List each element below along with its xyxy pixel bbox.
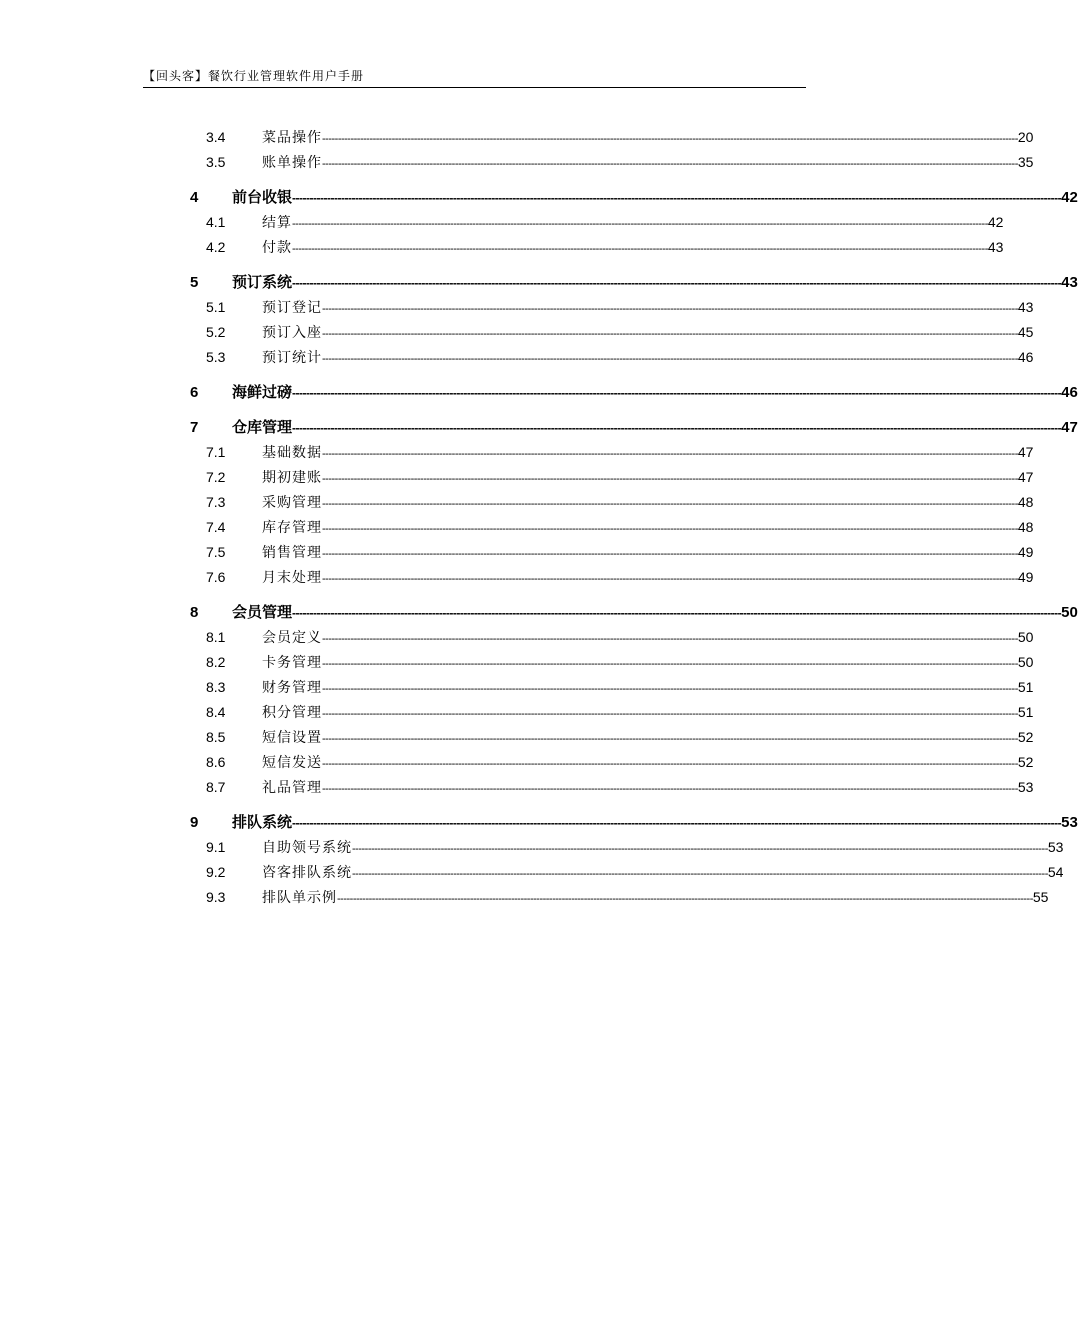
toc-entry-page: 55: [1032, 889, 1049, 905]
toc-entry-page: 42: [987, 214, 1004, 230]
toc-leader-dashes: ----------------------------------------------------------------------------------------------------------------------------------------------------------------------------------------------------------------------------: [292, 218, 988, 230]
toc-entry-number: 4.2: [206, 239, 226, 255]
toc-section-entry[interactable]: [186, 650, 1034, 675]
toc-entry-page: 43: [1017, 299, 1034, 315]
toc-entry-title: 排队单示例: [262, 890, 337, 906]
toc-entry-title: 库存管理: [262, 520, 322, 536]
toc-section-entry[interactable]: [186, 515, 1034, 540]
toc-entry-page: 42: [1061, 189, 1078, 206]
toc-leader-dashes: ----------------------------------------------------------------------------------------------------------------------------------------------------------------------------------------------------------------------------: [322, 683, 1018, 695]
toc-entry-title: 期初建账: [262, 470, 322, 486]
toc-entry-number: 7.1: [206, 444, 226, 460]
table-of-contents: [186, 125, 1078, 910]
toc-entry-page: 35: [1017, 154, 1034, 170]
toc-leader-dashes: ----------------------------------------------------------------------------------------------------------------------------------------------------------------------------------------------------------------------------: [322, 133, 1018, 145]
toc-leader-dashes: ----------------------------------------------------------------------------------------------------------------------------------------------------------------------------------------------------------------------------: [322, 783, 1018, 795]
toc-entry-title: 付款: [262, 240, 292, 256]
toc-leader-dashes: ----------------------------------------------------------------------------------------------------------------------------------------------------------------------------------------------------------------------------: [292, 243, 988, 255]
toc-entry-page: 50: [1017, 654, 1034, 670]
toc-entry-title: 菜品操作: [262, 130, 322, 146]
toc-leader-dashes: ----------------------------------------------------------------------------------------------------------------------------------------------------------------------------------------------------------------------------: [322, 548, 1018, 560]
toc-section-entry[interactable]: [186, 465, 1034, 490]
toc-leader-dashes: ----------------------------------------------------------------------------------------------------------------------------------------------------------------------------------------------------------------------------: [322, 158, 1018, 170]
toc-section-entry[interactable]: [186, 625, 1034, 650]
toc-entry-title: 卡务管理: [262, 655, 322, 671]
toc-entry-number: 7.3: [206, 494, 226, 510]
toc-section-entry[interactable]: [186, 835, 1064, 860]
toc-leader-dashes: ----------------------------------------------------------------------------------------------------------------------------------------------------------------------------------------------------------------------------: [322, 633, 1018, 645]
toc-entry-number: 4: [190, 189, 199, 206]
toc-leader-dashes: ----------------------------------------------------------------------------------------------------------------------------------------------------------------------------------------------------------------------------: [322, 448, 1018, 460]
toc-section-entry[interactable]: [186, 750, 1034, 775]
toc-entry-page: 48: [1017, 519, 1034, 535]
toc-entry-title: 排队系统: [232, 813, 293, 831]
toc-entry-title: 预订入座: [262, 325, 322, 341]
toc-section-entry[interactable]: [186, 860, 1064, 885]
toc-entry-title: 采购管理: [262, 495, 322, 511]
toc-leader-dashes: ----------------------------------------------------------------------------------------------------------------------------------------------------------------------------------------------------------------------------: [322, 523, 1018, 535]
toc-entry-title: 短信设置: [262, 730, 322, 746]
toc-entry-page: 43: [1061, 274, 1078, 291]
toc-section-entry[interactable]: [186, 125, 1034, 150]
toc-entry-page: 46: [1017, 349, 1034, 365]
toc-section-entry[interactable]: [186, 700, 1034, 725]
toc-section-entry[interactable]: [186, 565, 1034, 590]
toc-section-entry[interactable]: [186, 345, 1034, 370]
toc-entry-page: 52: [1017, 729, 1034, 745]
toc-entry-number: 8.2: [206, 654, 226, 670]
toc-leader-dashes: ----------------------------------------------------------------------------------------------------------------------------------------------------------------------------------------------------------------------------: [292, 606, 1062, 620]
toc-entry-page: 47: [1017, 469, 1034, 485]
toc-entry-page: 47: [1061, 419, 1078, 436]
toc-entry-number: 8.4: [206, 704, 226, 720]
toc-leader-dashes: ----------------------------------------------------------------------------------------------------------------------------------------------------------------------------------------------------------------------------: [322, 733, 1018, 745]
toc-entry-title: 礼品管理: [262, 780, 322, 796]
toc-leader-dashes: ----------------------------------------------------------------------------------------------------------------------------------------------------------------------------------------------------------------------------: [352, 843, 1048, 855]
toc-chapter-entry[interactable]: [186, 184, 1078, 210]
toc-section-entry[interactable]: [186, 540, 1034, 565]
toc-entry-title: 仓库管理: [232, 418, 293, 436]
toc-leader-dashes: ----------------------------------------------------------------------------------------------------------------------------------------------------------------------------------------------------------------------------: [322, 303, 1018, 315]
toc-entry-page: 54: [1047, 864, 1064, 880]
toc-leader-dashes: ----------------------------------------------------------------------------------------------------------------------------------------------------------------------------------------------------------------------------: [322, 498, 1018, 510]
toc-section-entry[interactable]: [186, 150, 1034, 175]
toc-entry-page: 20: [1017, 129, 1034, 145]
toc-entry-title: 账单操作: [262, 155, 322, 171]
toc-entry-title: 会员管理: [232, 603, 293, 621]
toc-entry-number: 7: [190, 419, 199, 436]
toc-leader-dashes: ----------------------------------------------------------------------------------------------------------------------------------------------------------------------------------------------------------------------------: [292, 421, 1062, 435]
toc-chapter-entry[interactable]: [186, 269, 1078, 295]
toc-entry-page: 47: [1017, 444, 1034, 460]
toc-entry-page: 51: [1017, 679, 1034, 695]
toc-entry-number: 7.2: [206, 469, 226, 485]
toc-section-entry[interactable]: [186, 295, 1034, 320]
toc-entry-title: 前台收银: [232, 188, 293, 206]
toc-leader-dashes: ----------------------------------------------------------------------------------------------------------------------------------------------------------------------------------------------------------------------------: [322, 758, 1018, 770]
toc-section-entry[interactable]: [186, 675, 1034, 700]
toc-entry-page: 50: [1017, 629, 1034, 645]
toc-entry-title: 积分管理: [262, 705, 322, 721]
toc-entry-number: 6: [190, 384, 199, 401]
toc-entry-title: 财务管理: [262, 680, 322, 696]
toc-chapter-entry[interactable]: [186, 809, 1078, 835]
toc-section-entry[interactable]: [186, 490, 1034, 515]
toc-entry-number: 7.5: [206, 544, 226, 560]
toc-entry-number: 7.4: [206, 519, 226, 535]
toc-entry-page: 53: [1061, 814, 1078, 831]
toc-entry-title: 结算: [262, 215, 292, 231]
toc-entry-title: 自助领号系统: [262, 840, 352, 856]
toc-leader-dashes: ----------------------------------------------------------------------------------------------------------------------------------------------------------------------------------------------------------------------------: [292, 191, 1062, 205]
toc-chapter-entry[interactable]: [186, 379, 1078, 405]
toc-entry-number: 9.1: [206, 839, 226, 855]
toc-entry-number: 8.7: [206, 779, 226, 795]
toc-entry-number: 8.3: [206, 679, 226, 695]
toc-leader-dashes: ----------------------------------------------------------------------------------------------------------------------------------------------------------------------------------------------------------------------------: [322, 573, 1018, 585]
toc-entry-number: 8.6: [206, 754, 226, 770]
toc-entry-number: 9.3: [206, 889, 226, 905]
toc-leader-dashes: ----------------------------------------------------------------------------------------------------------------------------------------------------------------------------------------------------------------------------: [322, 353, 1018, 365]
toc-leader-dashes: ----------------------------------------------------------------------------------------------------------------------------------------------------------------------------------------------------------------------------: [292, 276, 1062, 290]
toc-entry-number: 5.2: [206, 324, 226, 340]
toc-leader-dashes: ----------------------------------------------------------------------------------------------------------------------------------------------------------------------------------------------------------------------------: [292, 816, 1062, 830]
toc-entry-title: 海鲜过磅: [232, 383, 293, 401]
toc-entry-number: 3.5: [206, 154, 226, 170]
toc-leader-dashes: ----------------------------------------------------------------------------------------------------------------------------------------------------------------------------------------------------------------------------: [337, 893, 1033, 905]
toc-entry-title: 月末处理: [262, 570, 322, 586]
toc-entry-number: 5.3: [206, 349, 226, 365]
toc-entry-page: 46: [1061, 384, 1078, 401]
toc-section-entry[interactable]: [186, 440, 1034, 465]
toc-entry-title: 咨客排队系统: [262, 865, 352, 881]
toc-entry-number: 9.2: [206, 864, 226, 880]
toc-entry-title: 短信发送: [262, 755, 322, 771]
toc-leader-dashes: ----------------------------------------------------------------------------------------------------------------------------------------------------------------------------------------------------------------------------: [322, 658, 1018, 670]
toc-entry-page: 48: [1017, 494, 1034, 510]
toc-entry-page: 51: [1017, 704, 1034, 720]
toc-entry-page: 49: [1017, 544, 1034, 560]
header-title: 【回头客】餐饮行业管理软件用户手册: [143, 69, 365, 83]
toc-leader-dashes: ----------------------------------------------------------------------------------------------------------------------------------------------------------------------------------------------------------------------------: [322, 708, 1018, 720]
toc-entry-number: 9: [190, 814, 199, 831]
toc-section-entry[interactable]: [186, 725, 1034, 750]
toc-entry-page: 45: [1017, 324, 1034, 340]
toc-section-entry[interactable]: [186, 235, 1004, 260]
toc-section-entry[interactable]: [186, 775, 1034, 800]
toc-entry-title: 基础数据: [262, 445, 322, 461]
toc-entry-page: 43: [987, 239, 1004, 255]
toc-entry-title: 预订系统: [232, 273, 293, 291]
toc-entry-page: 53: [1017, 779, 1034, 795]
toc-section-entry[interactable]: [186, 210, 1004, 235]
toc-entry-number: 7.6: [206, 569, 226, 585]
toc-chapter-entry[interactable]: [186, 414, 1078, 440]
toc-leader-dashes: ----------------------------------------------------------------------------------------------------------------------------------------------------------------------------------------------------------------------------: [352, 868, 1048, 880]
toc-leader-dashes: ----------------------------------------------------------------------------------------------------------------------------------------------------------------------------------------------------------------------------: [292, 386, 1062, 400]
toc-section-entry[interactable]: [186, 885, 1049, 910]
toc-entry-number: 8: [190, 604, 199, 621]
toc-entry-title: 预订统计: [262, 350, 322, 366]
toc-leader-dashes: ----------------------------------------------------------------------------------------------------------------------------------------------------------------------------------------------------------------------------: [322, 473, 1018, 485]
toc-entry-number: 8.5: [206, 729, 226, 745]
toc-leader-dashes: ----------------------------------------------------------------------------------------------------------------------------------------------------------------------------------------------------------------------------: [322, 328, 1018, 340]
toc-entry-page: 50: [1061, 604, 1078, 621]
toc-entry-page: 49: [1017, 569, 1034, 585]
page-header: [143, 67, 806, 88]
toc-entry-number: 8.1: [206, 629, 226, 645]
toc-entry-number: 5.1: [206, 299, 226, 315]
toc-chapter-entry[interactable]: [186, 599, 1078, 625]
toc-entry-title: 会员定义: [262, 630, 322, 646]
toc-entry-title: 销售管理: [262, 545, 322, 561]
toc-entry-page: 52: [1017, 754, 1034, 770]
toc-entry-number: 4.1: [206, 214, 226, 230]
toc-entry-title: 预订登记: [262, 300, 322, 316]
toc-entry-number: 5: [190, 274, 199, 291]
toc-entry-page: 53: [1047, 839, 1064, 855]
toc-entry-number: 3.4: [206, 129, 226, 145]
toc-section-entry[interactable]: [186, 320, 1034, 345]
